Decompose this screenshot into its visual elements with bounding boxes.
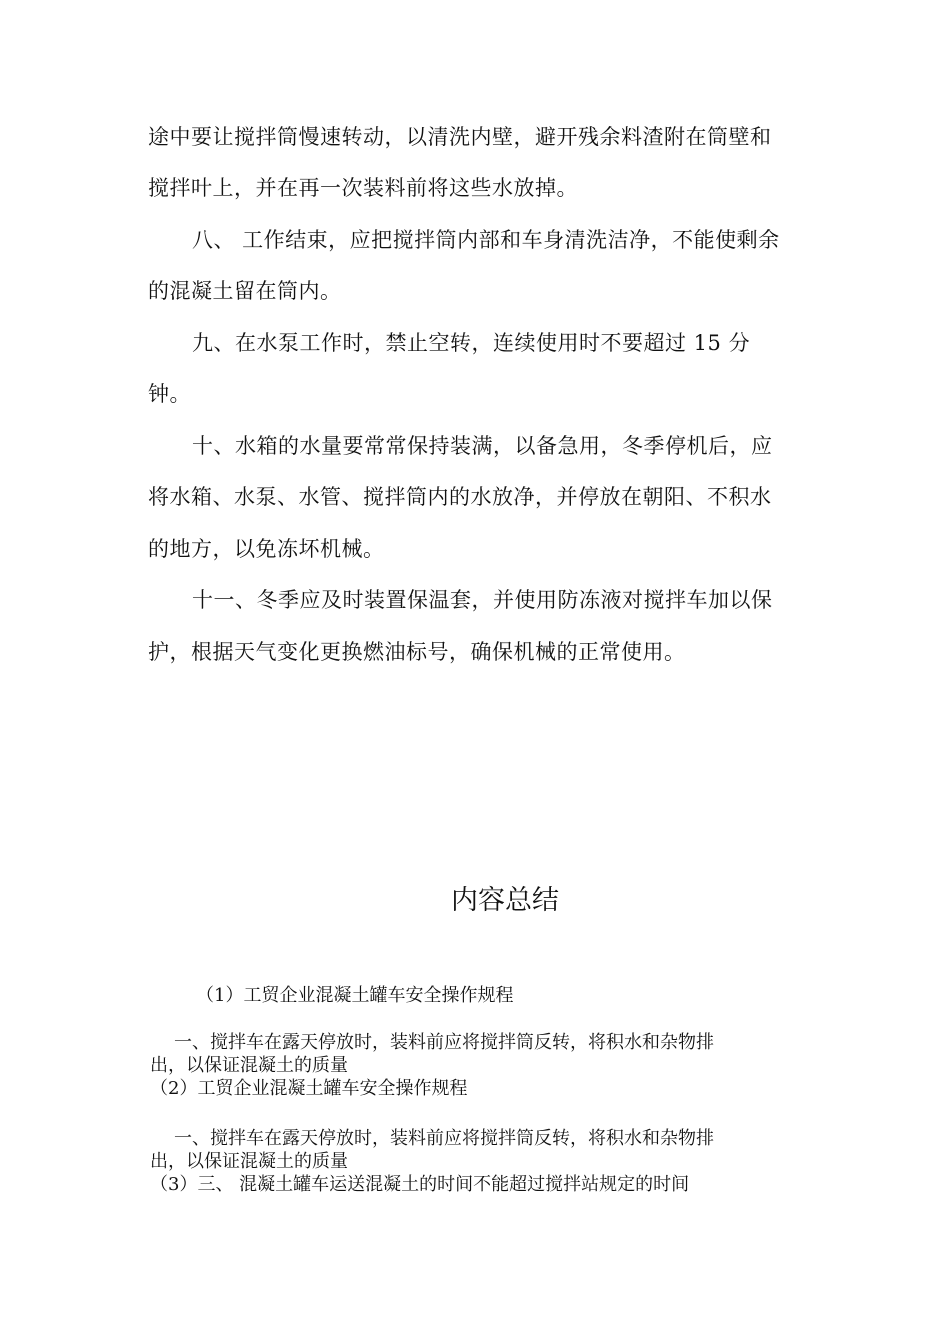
summary-item: 出，以保证混凝土的质量 xyxy=(150,1055,348,1076)
body-line: 的地方，以免冻坏机械。 xyxy=(148,537,385,561)
summary-item: 一、搅拌车在露天停放时，装料前应将搅拌筒反转，将积水和杂物排 xyxy=(174,1032,714,1053)
summary-title: 内容总结 xyxy=(451,885,559,916)
body-line: 搅拌叶上，并在再一次装料前将这些水放掉。 xyxy=(148,176,578,200)
body-line: 钟。 xyxy=(148,382,191,406)
body-line: 途中要让搅拌筒慢速转动，以清洗内壁，避开残余料渣附在筒壁和 xyxy=(148,125,772,149)
body-line: 护，根据天气变化更换燃油标号，确保机械的正常使用。 xyxy=(148,640,686,664)
body-line: 十、水箱的水量要常常保持装满，以备急用，冬季停机后，应 xyxy=(192,434,773,458)
summary-item: （2）工贸企业混凝土罐车安全操作规程 xyxy=(150,1078,468,1099)
body-line: 九、在水泵工作时，禁止空转，连续使用时不要超过 15 分 xyxy=(192,331,751,355)
summary-item: 出，以保证混凝土的质量 xyxy=(150,1151,348,1172)
summary-item: 一、搅拌车在露天停放时，装料前应将搅拌筒反转，将积水和杂物排 xyxy=(174,1128,714,1149)
body-line: 的混凝土留在筒内。 xyxy=(148,279,342,303)
summary-item: （1）工贸企业混凝土罐车安全操作规程 xyxy=(196,985,514,1006)
summary-item: （3）三、 混凝土罐车运送混凝土的时间不能超过搅拌站规定的时间 xyxy=(150,1174,690,1195)
body-line: 八、 工作结束，应把搅拌筒内部和车身清洗洁净，不能使剩余 xyxy=(192,228,780,252)
body-line: 将水箱、水泵、水管、搅拌筒内的水放净，并停放在朝阳、不积水 xyxy=(148,485,772,509)
body-line: 十一、冬季应及时装置保温套，并使用防冻液对搅拌车加以保 xyxy=(192,588,773,612)
